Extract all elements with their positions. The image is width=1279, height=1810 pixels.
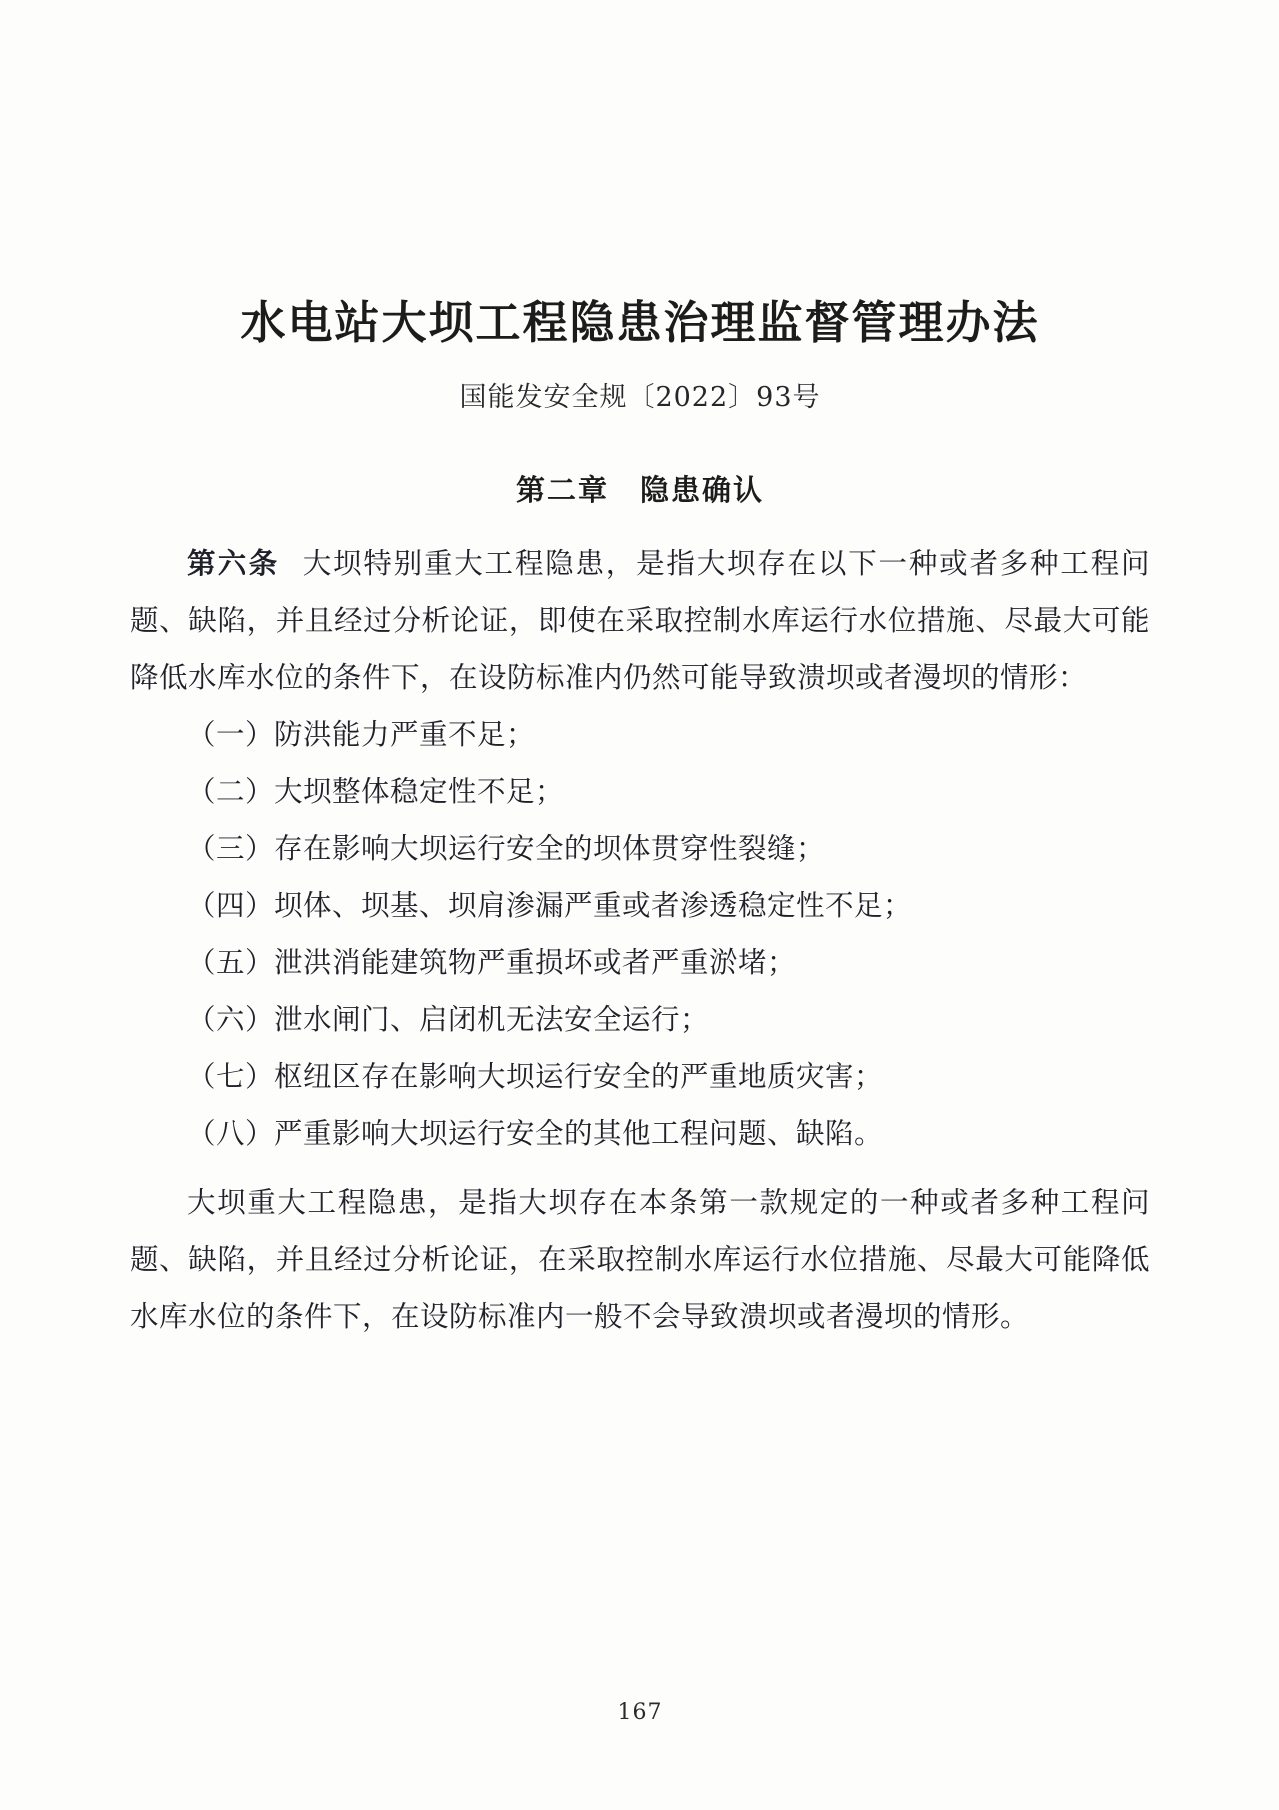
page-title: 水电站大坝工程隐患治理监督管理办法 bbox=[240, 296, 1040, 349]
body-text bbox=[130, 535, 1150, 1345]
article-paragraph-text bbox=[130, 535, 1150, 706]
list-item: （八）严重影响大坝运行安全的其他工程问题、缺陷。 bbox=[187, 1117, 884, 1150]
page-number: 167 bbox=[617, 1700, 663, 1725]
list-item: （一）防洪能力严重不足； bbox=[187, 718, 536, 751]
closing-paragraph bbox=[130, 1174, 1150, 1345]
article-label: 第六条 bbox=[187, 546, 280, 580]
list-item: （二）大坝整体稳定性不足； bbox=[187, 775, 565, 808]
article-body: 大坝特别重大工程隐患，是指大坝存在以下一种或者多种工程问题、缺陷，并且经过分析论证，即使在采取控制水库运行水位措施、尽最大可能降低水库水位的条件下，在设防标准内仍然可能导致溃坝或者漫坝的情形： bbox=[130, 547, 1150, 694]
list-item: （六）泄水闸门、启闭机无法安全运行； bbox=[187, 1003, 710, 1036]
closing-paragraph-text: 大坝重大工程隐患，是指大坝存在本条第一款规定的一种或者多种工程问题、缺陷，并且经过分析论证，在采取控制水库运行水位措施、尽最大可能降低水库水位的条件下，在设防标准内一般不会导致溃坝或者漫坝的情形。 bbox=[130, 1186, 1150, 1333]
document-number: 国能发安全规〔2022〕93号 bbox=[459, 382, 821, 413]
list-item: （四）坝体、坝基、坝肩渗漏严重或者渗透稳定性不足； bbox=[187, 889, 913, 922]
list-item: （三）存在影响大坝运行安全的坝体贯穿性裂缝； bbox=[187, 832, 826, 865]
list-item: （五）泄洪消能建筑物严重损坏或者严重淤堵； bbox=[187, 946, 797, 979]
chapter-heading: 第二章 隐患确认 bbox=[515, 473, 764, 507]
page-content bbox=[130, 0, 1150, 1810]
article-item-list bbox=[130, 706, 1150, 1162]
article-paragraph bbox=[130, 535, 1150, 706]
list-item: （七）枢纽区存在影响大坝运行安全的严重地质灾害； bbox=[187, 1060, 884, 1093]
